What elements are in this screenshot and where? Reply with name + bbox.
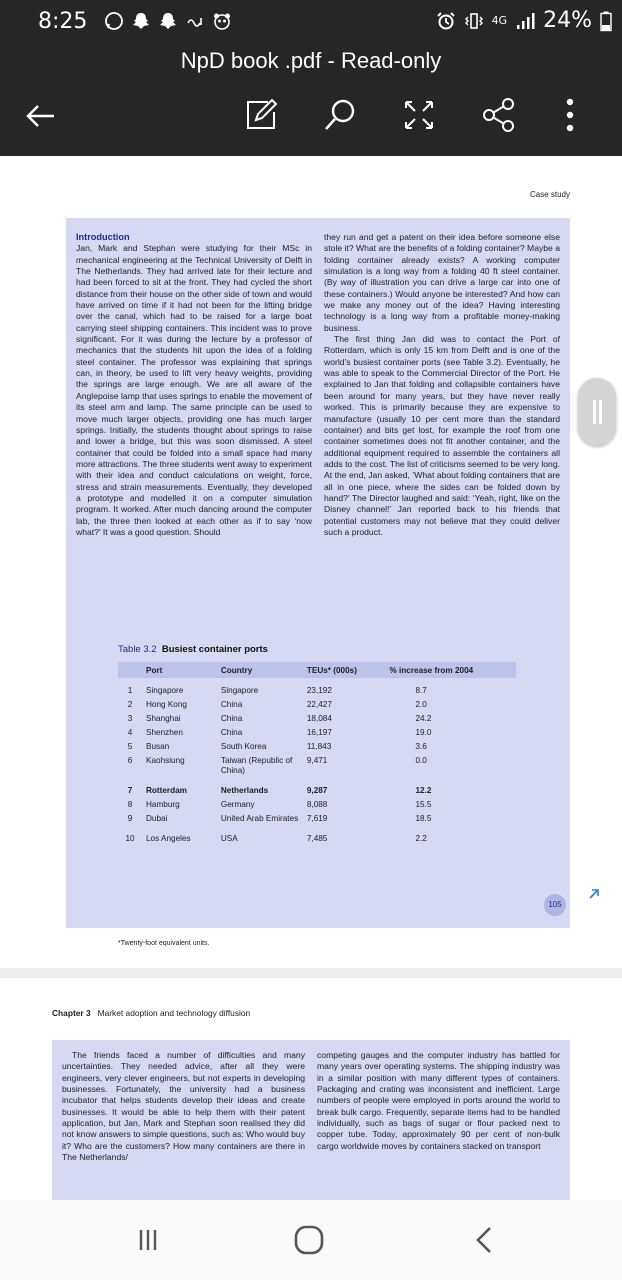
port-cell: Rotterdam [146, 786, 187, 795]
teu-cell: 9,471 [306, 756, 328, 765]
paragraph: they run and get a patent on their idea before someone else stole it? What are the benefits of a folding container? Maybe a folding container already exists? A working computer simulation is a long way from a folding 40 ft steel container. (By way of illustration you can drive a large car into one of these containers.) Would anyone be interested? And how can we make any money out of the idea? Having interesting technology is a long way from a profitable money-making business. [324, 232, 560, 333]
fullscreen-icon[interactable] [400, 96, 438, 134]
battery-icon [600, 11, 612, 31]
panda-app-icon [212, 11, 232, 31]
increase-cell: 19.0 [415, 728, 432, 737]
snapchat-icon [131, 11, 151, 31]
table-row [118, 726, 516, 740]
share-icon[interactable] [480, 96, 518, 134]
rank-cell: 8 [127, 800, 133, 809]
network-type: 4G [491, 14, 508, 27]
table-row [118, 798, 516, 812]
teu-cell: 23,192 [306, 686, 332, 695]
country-cell: China [220, 700, 243, 709]
teu-cell: 7,485 [306, 834, 328, 843]
table-footnote: *Twenty-foot equivalent units. [118, 940, 210, 947]
column-header: Port [142, 662, 217, 678]
case-study-panel [52, 1040, 570, 1218]
rank-cell: 1 [127, 686, 133, 695]
app-bar [0, 44, 622, 156]
country-cell: China [220, 714, 243, 723]
port-cell: Shanghai [146, 714, 181, 723]
teu-cell: 9,287 [306, 786, 328, 795]
country-cell: Taiwan (Republic of China) [220, 756, 293, 775]
arrow-marker-icon [588, 888, 600, 900]
country-cell: Germany [220, 800, 255, 809]
rank-cell: 10 [125, 834, 135, 843]
increase-cell: 15.5 [415, 800, 432, 809]
port-cell: Hong Kong [146, 700, 187, 709]
teu-cell: 11,843 [306, 742, 332, 751]
increase-cell: 12.2 [415, 786, 432, 795]
recents-icon[interactable] [130, 1222, 166, 1258]
home-icon[interactable] [292, 1222, 328, 1258]
rank-cell: 2 [127, 700, 133, 709]
table-row [118, 740, 516, 754]
table-row [118, 826, 516, 846]
edit-icon[interactable] [242, 96, 280, 134]
paragraph: The first thing Jan did was to contact the Port of Rotterdam, which is only 15 km from Delft and is one of the world’s busiest container ports (see Table 3.2). Eventually, he was able to speak to the Commercial Director of the Port. He explained to Jan that folding and collapsible containers have been around for many years, but they have never really worked. This is primarily because they are expensive to manufacture (usually 10 per cent more than the standard container) and bits get lost, for example the roof from one container sometimes does not fit another container, and the additional equipment required to assemble the containers all adds to the cost. The list of criticisms seemed to be very long. At the end, Jan asked, ‘What about folding containers that are all in one piece, where the sides can be folded down by hand?’ The Director laughed and said: ‘Yeah, right, like on the Disney channel!’ Jan reported back to his friends that potential customers may not believe that they could deliver such a product. [324, 334, 560, 537]
table-caption [118, 644, 268, 655]
increase-cell: 18.5 [415, 814, 432, 823]
paragraph: competing gauges and the computer industry has battled for many years over operating systems. The shipping industry was in a similar position with many different types of containers. Packaging and crating was inconsistent and inefficient. Large numbers of people were employed in ports around the world to break bulk cargo. Frequently, separate items had to be handled individually, such as bags of sugar or flour packed next to copper tube. Today, approximately 90 per cent of non-bulk cargo worldwide moves by containers stacked on transport [317, 1050, 560, 1151]
port-cell: Singapore [146, 686, 184, 695]
right-column [324, 232, 560, 538]
column-header: % increase from 2004 [385, 662, 516, 678]
port-cell: Dubai [146, 814, 168, 823]
port-cell: Los Angeles [146, 834, 191, 843]
pdf-viewer[interactable] [0, 156, 622, 1200]
whatsapp-icon [104, 11, 124, 31]
case-study-text [62, 1050, 560, 1163]
alarm-icon [436, 11, 456, 31]
page-number-badge: 105 [544, 894, 566, 916]
country-cell: South Korea [220, 742, 267, 751]
country-cell: USA [220, 834, 238, 843]
table-row [118, 678, 516, 698]
vibrate-icon [464, 11, 484, 31]
document-title: NpD book .pdf - Read-only [180, 48, 442, 73]
country-cell: United Arab Emirates [220, 814, 299, 823]
country-cell: China [220, 728, 243, 737]
table-header-row [118, 662, 516, 678]
port-cell: Hamburg [146, 800, 180, 809]
paragraph: The friends faced a number of difficulties and many uncertainties. They needed advice, after all they were engineers, very clever engineers, but not experts in developing businesses. Fortunately, the university had a business incubator that helps students develop their ideas and create businesses. It would be able to help them with their patent application, but Jan, Mark and Stephan soon realised they did not know answers to simple questions, such as: Who would buy it? Who are the customers? How many containers are there in The Netherlands/ [62, 1050, 305, 1163]
running-header: Case study [529, 190, 570, 199]
rank-cell: 3 [127, 714, 133, 723]
table-row [118, 698, 516, 712]
increase-cell: 2.0 [415, 700, 427, 709]
teu-cell: 7,619 [306, 814, 328, 823]
chapter-header [52, 1008, 250, 1018]
case-study-text [76, 232, 560, 538]
table-row [118, 754, 516, 778]
left-column [76, 232, 312, 538]
fast-scroll-handle[interactable] [578, 378, 616, 446]
country-cell: Singapore [220, 686, 259, 695]
rank-cell: 7 [127, 786, 133, 795]
column-header: Country [217, 662, 303, 678]
country-cell: Netherlands [220, 786, 269, 795]
search-icon[interactable] [322, 96, 360, 134]
column-header: TEUs* (000s) [303, 662, 386, 678]
increase-cell: 8.7 [415, 686, 427, 695]
status-bar [0, 0, 622, 44]
teu-cell: 22,427 [306, 700, 332, 709]
chapter-label: Chapter 3 [52, 1008, 91, 1018]
pdf-page-106 [0, 978, 622, 1218]
more-icon[interactable] [560, 96, 580, 134]
chapter-title: Market adoption and technology diffusion [97, 1008, 251, 1018]
rank-cell: 9 [127, 814, 133, 823]
right-column [317, 1050, 560, 1163]
back-nav-icon[interactable] [466, 1222, 502, 1258]
rank-cell: 5 [127, 742, 133, 751]
teu-cell: 16,197 [306, 728, 332, 737]
snapchat-icon [158, 11, 178, 31]
teu-cell: 8,088 [306, 800, 328, 809]
port-cell: Shenzhen [146, 728, 183, 737]
pdf-page-105 [0, 156, 622, 968]
increase-cell: 0.0 [415, 756, 427, 765]
signal-icon [515, 11, 535, 31]
notification-icons [104, 11, 232, 31]
increase-cell: 24.2 [415, 714, 432, 723]
container-ports-table [118, 662, 516, 846]
increase-cell: 3.6 [415, 742, 427, 751]
table-row [118, 812, 516, 826]
table-row [118, 712, 516, 726]
battery-percent: 24% [543, 8, 592, 33]
column-header [118, 662, 142, 678]
case-study-panel [66, 218, 570, 947]
status-time: 8:25 [38, 9, 88, 34]
port-cell: Busan [146, 742, 170, 751]
increase-cell: 2.2 [415, 834, 427, 843]
table-title: Busiest container ports [161, 644, 268, 655]
table-row [118, 778, 516, 798]
section-heading: Introduction [76, 232, 130, 242]
left-column [62, 1050, 305, 1163]
rank-cell: 4 [127, 728, 133, 737]
arabic-app-icon [185, 11, 205, 31]
back-icon[interactable] [22, 98, 58, 134]
table-label: Table 3.2 [118, 644, 157, 655]
port-cell: Kaohsiung [146, 756, 185, 765]
teu-cell: 18,084 [306, 714, 332, 723]
paragraph: Jan, Mark and Stephan were studying for their MSc in mechanical engineering at the Technical University of Delft in The Netherlands. They had arrived late for their lecture and had been forced to sit at the front. They had cycled the short distance from their house on the other side of town and would have arrived on time if it had not been for the lifting bridge over the canal, which had to be raised for a large boat carrying steel shipping containers. This incident was to prove significant. For it was during the lecture by a professor of mechanics that the students hit upon the idea of a folding steel container. The professor was explaining that springs can, in theory, be used to lift very heavy weights, providing the springs are large enough. We are all aware of the Anglepoise lamp that uses springs to enable the movement of its steel arm and lamp. The same principle can be used to move much larger objects, providing one has much larger springs. Initially, the students thought about springs to raise and lower a bridge, but this was soon dismissed. A steel container that could be folded into a small space had many more attractions. The three students went away to experiment with their idea and conduct calculations on weight, force, stress and strain measurements. Eventually, they developed a prototype and modelled it on a computer simulation program. It worked. After much dancing around the computer lab, the three then looked at each other as if to say ‘now what?’ It was a good question. Should [76, 243, 312, 537]
system-nav-bar [0, 1200, 622, 1280]
rank-cell: 6 [127, 756, 133, 765]
status-right [436, 8, 612, 33]
